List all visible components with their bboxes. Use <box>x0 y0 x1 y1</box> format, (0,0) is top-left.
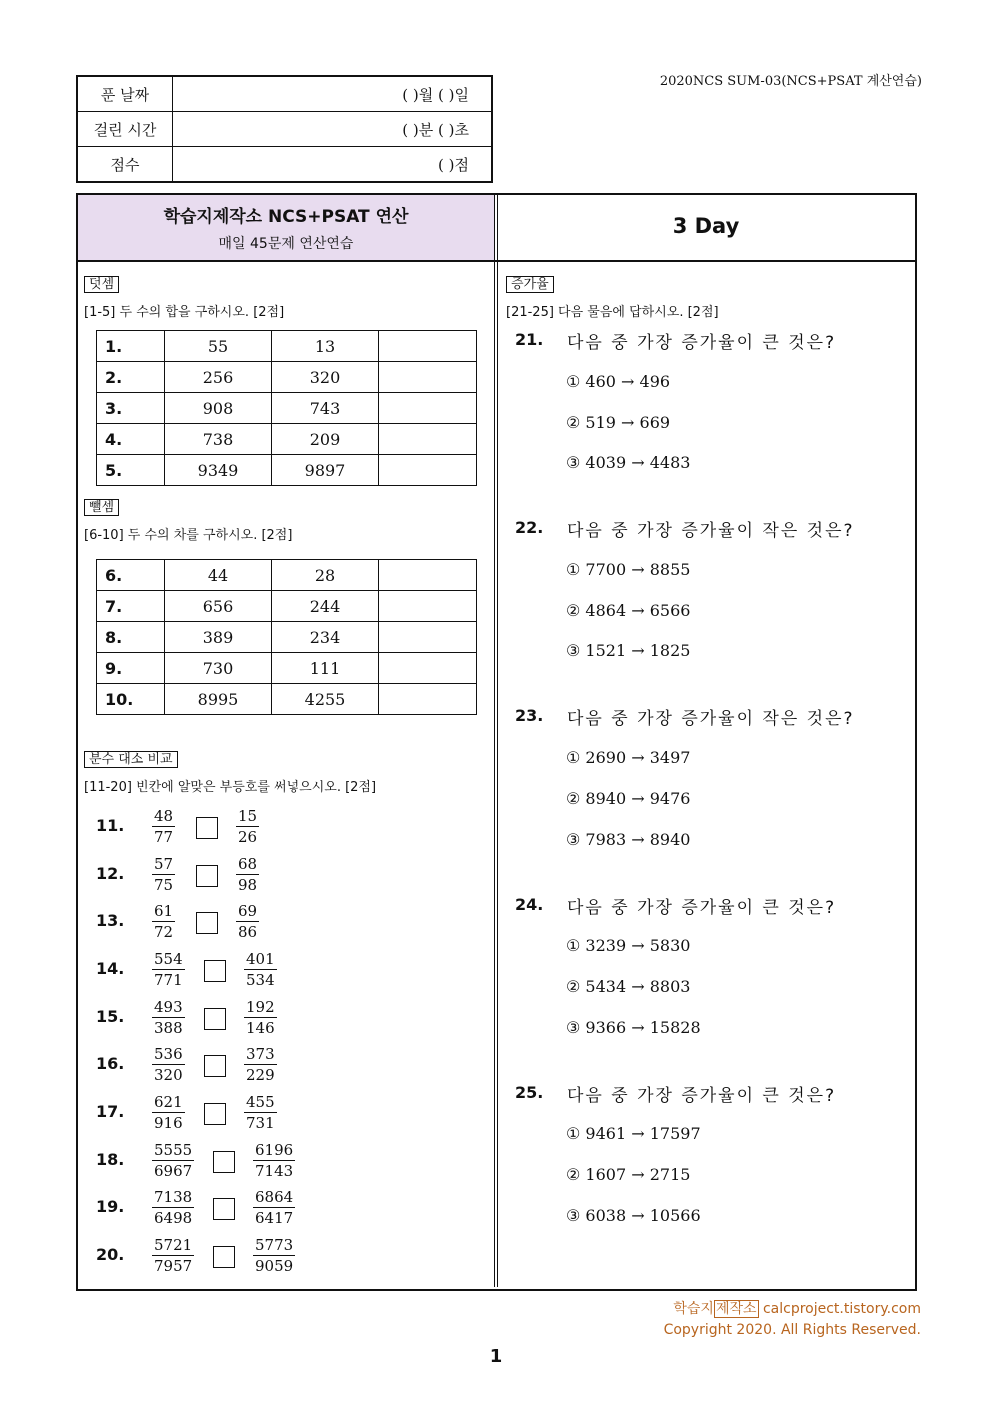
option[interactable]: ③ 6038 → 10566 <box>566 1206 701 1225</box>
question-number: 21. <box>515 330 544 349</box>
operand: 111 <box>272 653 379 684</box>
denominator: 7143 <box>255 1162 294 1180</box>
day-title: 3 Day <box>672 214 740 238</box>
problem-number: 18. <box>96 1150 125 1169</box>
answer-box[interactable] <box>213 1198 235 1220</box>
operand: 320 <box>272 362 379 393</box>
denominator: 77 <box>154 828 174 846</box>
right-fraction <box>236 806 259 847</box>
numerator: 536 <box>154 1045 183 1063</box>
operand: 9897 <box>272 455 379 486</box>
denominator: 731 <box>246 1114 275 1132</box>
denominator: 26 <box>238 828 258 846</box>
fraction-problem <box>96 854 476 900</box>
section-tag-growth: 증가율 <box>506 276 554 293</box>
question-text: 다음 중 가장 증가율이 작은 것은? <box>567 521 855 541</box>
problem-number: 14. <box>96 959 125 978</box>
operand: 4255 <box>272 684 379 715</box>
answer-box[interactable] <box>196 912 218 934</box>
subtraction-table <box>96 559 477 715</box>
left-fraction <box>152 1187 194 1228</box>
problem-number: 19. <box>96 1197 125 1216</box>
denominator: 75 <box>154 876 174 894</box>
numerator: 69 <box>238 902 258 920</box>
option[interactable]: ③ 4039 → 4483 <box>566 453 691 472</box>
option[interactable]: ③ 9366 → 15828 <box>566 1018 701 1037</box>
right-fraction <box>244 1092 277 1133</box>
operand: 44 <box>165 560 272 591</box>
operand: 209 <box>272 424 379 455</box>
answer-cell[interactable] <box>379 455 477 486</box>
denominator: 86 <box>238 923 258 941</box>
problem-number: 16. <box>96 1054 125 1073</box>
answer-cell[interactable] <box>379 393 477 424</box>
question-text: 다음 중 가장 증가율이 큰 것은? <box>567 333 837 353</box>
numerator: 192 <box>246 998 275 1016</box>
operand: 55 <box>165 331 272 362</box>
question-number: 25. <box>515 1083 544 1102</box>
instruction-fractions: [11-20] 빈칸에 알맞은 부등호를 써넣으시오. [2점] <box>84 780 377 795</box>
instruction-growth: [21-25] 다음 물음에 답하시오. [2점] <box>506 305 719 320</box>
operand: 256 <box>165 362 272 393</box>
numerator: 15 <box>238 807 258 825</box>
info-row-date <box>77 76 492 112</box>
denominator: 72 <box>154 923 174 941</box>
denominator: 6967 <box>154 1162 193 1180</box>
right-fraction <box>253 1235 295 1276</box>
left-fraction <box>152 997 185 1038</box>
problem-number: 9. <box>97 653 165 684</box>
table-row <box>97 331 477 362</box>
answer-cell[interactable] <box>379 622 477 653</box>
question-number: 24. <box>515 895 544 914</box>
numerator: 554 <box>154 950 183 968</box>
footer-copyright: Copyright 2020. All Rights Reserved. <box>663 1322 921 1338</box>
problem-number: 20. <box>96 1245 125 1264</box>
option[interactable]: ② 4864 → 6566 <box>566 601 691 620</box>
operand: 13 <box>272 331 379 362</box>
answer-cell[interactable] <box>379 424 477 455</box>
table-row <box>97 653 477 684</box>
problem-number: 2. <box>97 362 165 393</box>
denominator: 9059 <box>255 1257 294 1275</box>
instruction-subtraction: [6-10] 두 수의 차를 구하시오. [2점] <box>84 528 293 543</box>
right-fraction <box>253 1140 295 1181</box>
fraction-problem <box>96 1140 476 1186</box>
operand: 908 <box>165 393 272 424</box>
problem-number: 13. <box>96 911 125 930</box>
left-fraction <box>152 854 175 895</box>
section-tag-fractions: 분수 대소 비교 <box>84 751 178 768</box>
table-row <box>97 622 477 653</box>
brand-prefix: 학습지 <box>673 1301 714 1317</box>
problem-number: 1. <box>97 331 165 362</box>
operand: 234 <box>272 622 379 653</box>
numerator: 493 <box>154 998 183 1016</box>
denominator: 229 <box>246 1066 275 1084</box>
problem-number: 7. <box>97 591 165 622</box>
answer-cell[interactable] <box>379 331 477 362</box>
operand: 28 <box>272 560 379 591</box>
question-number: 23. <box>515 706 544 725</box>
right-fraction <box>244 949 277 990</box>
operand: 244 <box>272 591 379 622</box>
answer-box[interactable] <box>213 1151 235 1173</box>
table-row <box>97 684 477 715</box>
question-number: 22. <box>515 518 544 537</box>
fraction-problem <box>96 806 476 852</box>
answer-box[interactable] <box>204 1103 226 1125</box>
option[interactable]: ② 1607 → 2715 <box>566 1165 691 1184</box>
problem-number: 8. <box>97 622 165 653</box>
problem-number: 17. <box>96 1102 125 1121</box>
question-text: 다음 중 가장 증가율이 작은 것은? <box>567 709 855 729</box>
footer-brand <box>560 1298 921 1318</box>
operand: 8995 <box>165 684 272 715</box>
option[interactable]: ① 3239 → 5830 <box>566 936 691 955</box>
right-fraction <box>253 1187 295 1228</box>
problem-number: 11. <box>96 816 125 835</box>
fraction-problem <box>96 1044 476 1090</box>
right-fraction <box>244 1044 277 1085</box>
right-fraction <box>236 854 259 895</box>
numerator: 401 <box>246 950 275 968</box>
denominator: 98 <box>238 876 258 894</box>
doc-code: 2020NCS SUM-03(NCS+PSAT 계산연습) <box>659 74 922 89</box>
answer-box[interactable] <box>204 960 226 982</box>
option[interactable]: ① 460 → 496 <box>566 372 671 391</box>
section-tag-subtraction: 뺄셈 <box>84 499 119 516</box>
denominator: 6498 <box>154 1209 193 1227</box>
brand-boxed: 제작소 <box>715 1301 757 1317</box>
denominator: 320 <box>154 1066 183 1084</box>
info-row-score <box>77 147 492 183</box>
fraction-problem <box>96 1235 476 1281</box>
numerator: 68 <box>238 855 258 873</box>
section-tag-addition: 덧셈 <box>84 276 119 293</box>
option[interactable]: ② 5434 → 8803 <box>566 977 691 996</box>
denominator: 7957 <box>154 1257 193 1275</box>
numerator: 6196 <box>255 1141 294 1159</box>
denominator: 534 <box>246 971 275 989</box>
answer-cell[interactable] <box>379 591 477 622</box>
numerator: 5773 <box>255 1236 294 1254</box>
left-fraction <box>152 1092 185 1133</box>
table-row <box>97 393 477 424</box>
info-label: 푼 날짜 <box>77 76 173 112</box>
numerator: 455 <box>246 1093 275 1111</box>
operand: 656 <box>165 591 272 622</box>
instruction-addition: [1-5] 두 수의 합을 구하시오. [2점] <box>84 305 285 320</box>
table-row <box>97 424 477 455</box>
numerator: 6864 <box>255 1188 294 1206</box>
answer-box[interactable] <box>204 1008 226 1030</box>
operand: 389 <box>165 622 272 653</box>
fraction-problem <box>96 997 476 1043</box>
numerator: 373 <box>246 1045 275 1063</box>
problem-number: 5. <box>97 455 165 486</box>
option[interactable]: ① 9461 → 17597 <box>566 1124 701 1143</box>
problem-number: 4. <box>97 424 165 455</box>
operand: 730 <box>165 653 272 684</box>
answer-cell[interactable] <box>379 684 477 715</box>
problem-number: 12. <box>96 864 125 883</box>
info-value[interactable]: ( )점 <box>173 147 493 183</box>
info-label: 걸린 시간 <box>77 112 173 147</box>
fraction-problem <box>96 949 476 995</box>
worksheet-title: 학습지제작소 NCS+PSAT 연산 <box>163 207 409 227</box>
info-label: 점수 <box>77 147 173 183</box>
left-fraction <box>152 1140 194 1181</box>
operand: 738 <box>165 424 272 455</box>
left-fraction <box>152 949 185 990</box>
table-row <box>97 591 477 622</box>
numerator: 7138 <box>154 1188 193 1206</box>
problem-number: 6. <box>97 560 165 591</box>
numerator: 5555 <box>154 1141 193 1159</box>
operand: 9349 <box>165 455 272 486</box>
fraction-problem <box>96 901 476 947</box>
answer-cell[interactable] <box>379 653 477 684</box>
numerator: 48 <box>154 807 174 825</box>
option[interactable]: ① 7700 → 8855 <box>566 560 691 579</box>
denominator: 388 <box>154 1019 183 1037</box>
answer-cell[interactable] <box>379 560 477 591</box>
left-fraction <box>152 806 175 847</box>
option[interactable]: ② 8940 → 9476 <box>566 789 691 808</box>
info-row-time <box>77 112 492 147</box>
fraction-problem <box>96 1092 476 1138</box>
operand: 743 <box>272 393 379 424</box>
question-text: 다음 중 가장 증가율이 큰 것은? <box>567 1086 837 1106</box>
worksheet-subtitle: 매일 45문제 연산연습 <box>218 236 354 252</box>
info-value[interactable]: ( )분 ( )초 <box>173 112 493 147</box>
denominator: 916 <box>154 1114 183 1132</box>
answer-box[interactable] <box>196 817 218 839</box>
left-fraction <box>152 1044 185 1085</box>
option[interactable]: ③ 7983 → 8940 <box>566 830 691 849</box>
left-fraction <box>152 901 175 942</box>
option[interactable]: ② 519 → 669 <box>566 413 671 432</box>
numerator: 5721 <box>154 1236 193 1254</box>
answer-cell[interactable] <box>379 362 477 393</box>
addition-table <box>96 330 477 486</box>
problem-number: 10. <box>97 684 165 715</box>
column-divider <box>494 195 495 1287</box>
answer-box[interactable] <box>204 1055 226 1077</box>
option[interactable]: ③ 1521 → 1825 <box>566 641 691 660</box>
denominator: 146 <box>246 1019 275 1037</box>
problem-number: 15. <box>96 1007 125 1026</box>
problem-number: 3. <box>97 393 165 424</box>
header-divider <box>78 260 915 262</box>
left-fraction <box>152 1235 194 1276</box>
fraction-problem <box>96 1187 476 1233</box>
numerator: 621 <box>154 1093 183 1111</box>
numerator: 61 <box>154 902 174 920</box>
numerator: 57 <box>154 855 174 873</box>
info-table <box>76 75 493 183</box>
brand-url[interactable]: calcproject.tistory.com <box>758 1301 921 1317</box>
right-fraction <box>244 997 277 1038</box>
answer-box[interactable] <box>213 1246 235 1268</box>
table-row <box>97 362 477 393</box>
column-divider <box>497 195 498 1287</box>
table-row <box>97 455 477 486</box>
denominator: 6417 <box>255 1209 294 1227</box>
right-fraction <box>236 901 259 942</box>
page-number: 1 <box>489 1346 503 1367</box>
option[interactable]: ① 2690 → 3497 <box>566 748 691 767</box>
table-row <box>97 560 477 591</box>
question-text: 다음 중 가장 증가율이 큰 것은? <box>567 898 837 918</box>
answer-box[interactable] <box>196 865 218 887</box>
info-value[interactable]: ( )월 ( )일 <box>173 76 493 112</box>
denominator: 771 <box>154 971 183 989</box>
